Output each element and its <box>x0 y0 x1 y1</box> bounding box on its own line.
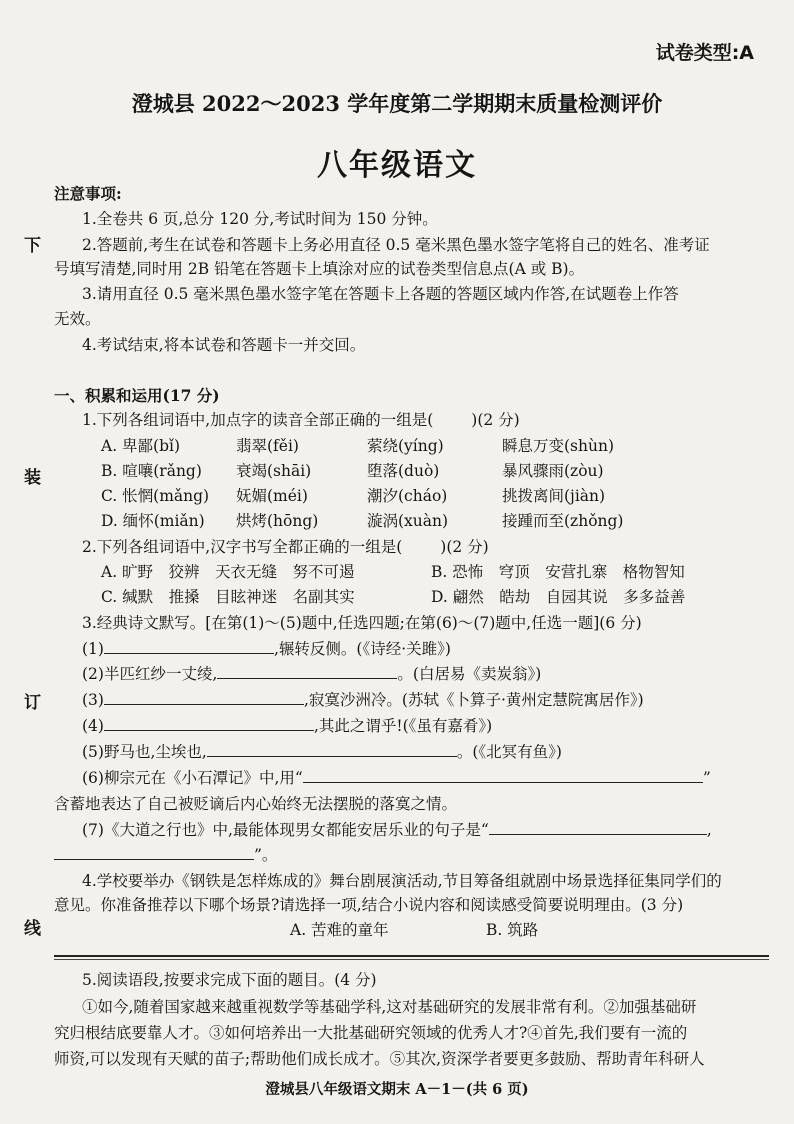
q1-option-a1: A. 卑鄙(bǐ) <box>101 437 181 455</box>
binding-char-3: 订 <box>24 693 41 713</box>
q3-l4-suffix: ,其此之谓乎!(《虽有嘉肴》) <box>313 717 493 735</box>
q3-l2-suffix: 。(白居易《卖炭翁》) <box>397 665 542 683</box>
q3-line-5 <box>82 740 562 762</box>
q3-blank-2[interactable] <box>217 663 397 679</box>
q1-option-c4: 挑拨离间(jiàn) <box>502 487 606 505</box>
section-divider-thin <box>54 959 769 960</box>
q4-line-2: 意见。你准备推荐以下哪个场景?请选择一项,结合小说内容和阅读感受简要说明理由。(3 分) <box>54 896 684 914</box>
page-footer: 澄城县八年级语文期末 A－1－(共 6 页) <box>265 1081 529 1098</box>
q3-line-7-cont <box>54 843 277 865</box>
q1-option-b4: 暴风骤雨(zòu) <box>502 462 604 480</box>
q1-option-d4: 接踵而至(zhǒng) <box>502 512 624 530</box>
q3-l3-prefix: (3) <box>82 691 104 709</box>
q3-l5-suffix: 。(《北冥有鱼》) <box>456 743 562 761</box>
binding-char-4: 线 <box>24 919 41 939</box>
q1-stem <box>82 408 520 430</box>
q3-l1-suffix: ,辗转反侧。(《诗经·关雎》) <box>273 640 451 658</box>
q3-blank-5[interactable] <box>207 741 457 757</box>
q1-option-b1: B. 喧嚷(rǎng) <box>101 462 202 480</box>
q2-stem-b: )(2 分) <box>440 538 489 556</box>
note-3a: 3.请用直径 0.5 毫米黑色墨水签字笔在答题卡上各题的答题区域内作答,在试题卷上作答 <box>82 285 679 303</box>
q3-line-7 <box>82 818 712 840</box>
q1-option-b3: 堕落(duò) <box>367 462 440 480</box>
q3-line-1 <box>82 637 451 659</box>
q4-option-b: B. 筑路 <box>486 921 539 939</box>
q3-blank-1[interactable] <box>104 638 274 654</box>
q3-blank-6[interactable] <box>303 767 703 783</box>
note-2a: 2.答题前,考生在试卷和答题卡上务必用直径 0.5 毫米黑色墨水签字笔将自己的姓名、准考证 <box>82 236 710 254</box>
q1-option-c1: C. 怅惘(mǎng) <box>101 487 210 505</box>
q2-stem <box>82 535 489 557</box>
q2-option-b: B. 恐怖 穹顶 安营扎寨 格物智知 <box>431 563 685 581</box>
section-divider <box>54 955 769 957</box>
exam-title: 澄城县 2022～2023 学年度第二学期期末质量检测评价 <box>131 91 663 116</box>
q3-l1-prefix: (1) <box>82 640 104 658</box>
q1-option-c3: 潮汐(cháo) <box>367 487 448 505</box>
paper-type-label: 试卷类型:A <box>655 42 754 64</box>
section1-heading: 一、积累和运用(17 分) <box>54 386 220 405</box>
binding-char-2: 装 <box>24 468 41 488</box>
q1-option-b2: 衰竭(shāi) <box>236 462 312 480</box>
q2-option-a: A. 旷野 狡辨 天衣无缝 努不可遏 <box>101 563 355 581</box>
q3-l6-close-quote: ” <box>702 769 711 787</box>
q3-l6-prefix: (6)柳宗元在《小石潭记》中,用“ <box>82 769 303 787</box>
q1-option-d1: D. 缅怀(miǎn) <box>101 512 205 530</box>
q1-option-d2: 烘烤(hōng) <box>236 512 319 530</box>
q4-line-1: 4.学校要举办《钢铁是怎样炼成的》舞台剧展演活动,节目筹备组就剧中场景选择征集同学们的 <box>82 872 722 890</box>
q3-l5-prefix: (5)野马也,尘埃也, <box>82 743 207 761</box>
q2-stem-a: 2.下列各组词语中,汉字书写全都正确的一组是( <box>82 538 403 556</box>
q3-l4-prefix: (4) <box>82 717 104 735</box>
q5-passage-1: ①如今,随着国家越来越重视数学等基础学科,这对基础研究的发展非常有利。②加强基础研 <box>82 998 697 1016</box>
binding-char-1: 下 <box>24 236 41 256</box>
q3-blank-3[interactable] <box>104 689 304 705</box>
q3-blank-7a[interactable] <box>489 819 707 835</box>
q3-l7-end: ”。 <box>254 846 278 864</box>
q3-blank-4[interactable] <box>104 715 314 731</box>
q1-option-a3: 萦绕(yíng) <box>367 437 444 455</box>
notes-heading: 注意事项: <box>54 184 122 203</box>
q2-option-d: D. 翩然 皓劫 自园其说 多多益善 <box>431 588 686 606</box>
note-3b: 无效。 <box>54 310 101 328</box>
q4-option-a: A. 苦难的童年 <box>290 921 389 939</box>
q3-line-4 <box>82 714 492 736</box>
q1-option-d3: 漩涡(xuàn) <box>367 512 449 530</box>
q3-l7-comma: , <box>706 821 712 839</box>
note-1: 1.全卷共 6 页,总分 120 分,考试时间为 150 分钟。 <box>82 210 438 228</box>
q3-blank-7b[interactable] <box>54 844 254 860</box>
note-2b: 号填写清楚,同时用 2B 铅笔在答题卡上填涂对应的试卷类型信息点(A 或 B)。 <box>54 260 585 278</box>
q1-option-c2: 妩媚(méi) <box>236 487 308 505</box>
subject-title: 八年级语文 <box>317 148 477 183</box>
q1-option-a4: 瞬息万变(shùn) <box>502 437 614 455</box>
q5-passage-3: 师资,可以发现有天赋的苗子;帮助他们成长成才。⑤其次,资深学者要更多鼓励、帮助青年科研人 <box>54 1050 705 1068</box>
q3-line-2 <box>82 662 541 684</box>
q3-stem: 3.经典诗文默写。[在第(1)～(5)题中,任选四题;在第(6)～(7)题中,任选一题](6 分) <box>82 614 642 632</box>
q3-l3-suffix: ,寂寞沙洲冷。(苏轼《卜算子·黄州定慧院寓居作》) <box>303 691 644 709</box>
q2-option-c: C. 缄默 推搡 目眩神迷 名副其实 <box>101 588 355 606</box>
q1-option-a2: 翡翠(fěi) <box>236 437 299 455</box>
q5-stem: 5.阅读语段,按要求完成下面的题目。(4 分) <box>82 971 377 989</box>
q1-stem-a: 1.下列各组词语中,加点字的读音全部正确的一组是( <box>82 411 434 429</box>
q3-line-6-cont: 含蓄地表达了自己被贬谪后内心始终无法摆脱的落寞之情。 <box>54 795 458 813</box>
note-4: 4.考试结束,将本试卷和答题卡一并交回。 <box>82 336 366 354</box>
q5-passage-2: 究归根结底要靠人才。③如何培养出一大批基础研究领域的优秀人才?④首先,我们要有一流的 <box>54 1024 688 1042</box>
q3-line-6 <box>82 766 711 788</box>
q3-l2-prefix: (2)半匹红纱一丈绫, <box>82 665 218 683</box>
q3-line-3 <box>82 688 644 710</box>
q1-stem-b: )(2 分) <box>471 411 520 429</box>
q3-l7-prefix: (7)《大道之行也》中,最能体现男女都能安居乐业的句子是“ <box>82 821 489 839</box>
